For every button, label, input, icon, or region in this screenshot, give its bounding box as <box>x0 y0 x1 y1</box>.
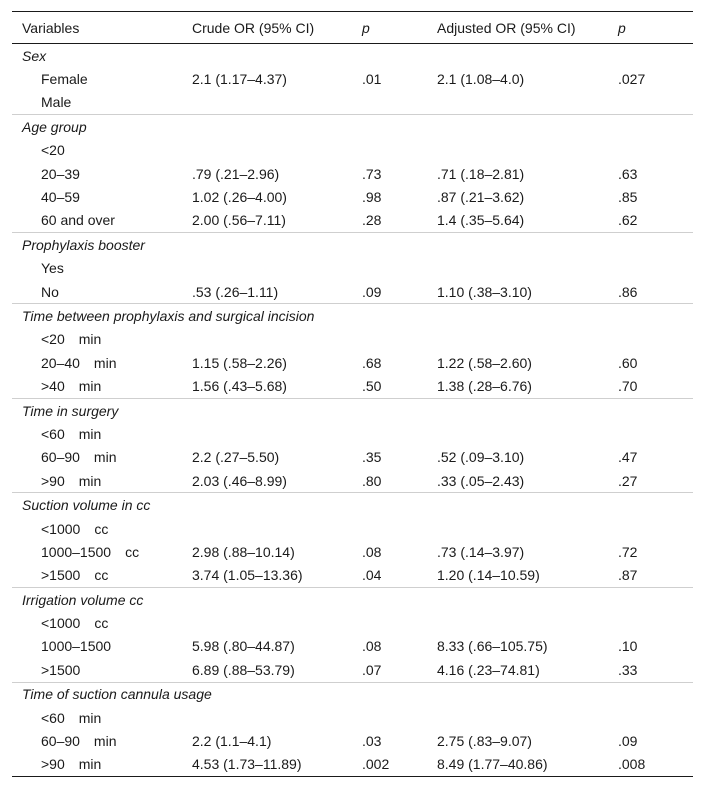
crude-or-cell: 1.02 (.26–4.00) <box>192 189 287 206</box>
group-title: Irrigation volume cc <box>22 591 144 608</box>
table-row <box>12 611 693 634</box>
row-label: 60 and over <box>41 212 115 229</box>
group-header-row <box>12 233 693 257</box>
row-label: Yes <box>41 260 64 277</box>
row-label: <60 min <box>41 709 102 726</box>
row-label: 20–40 min <box>41 354 117 371</box>
adjusted-or-cell: 8.49 (1.77–40.86) <box>437 756 548 773</box>
p-crude-cell: .07 <box>362 661 382 678</box>
p-crude-cell: .35 <box>362 449 382 466</box>
p-adjusted-cell: .47 <box>618 449 638 466</box>
p-adjusted-cell: .09 <box>618 733 638 750</box>
table-header <box>12 12 693 44</box>
p-adjusted-cell <box>618 139 693 162</box>
crude-or-cell: 5.98 (.80–44.87) <box>192 638 295 655</box>
p-adjusted-cell: .72 <box>618 543 638 560</box>
table-row <box>12 139 693 162</box>
adjusted-or-cell: .71 (.18–2.81) <box>437 165 525 182</box>
header-crude-or: Crude OR (95% CI) <box>192 19 315 36</box>
header-variables: Variables <box>22 19 80 36</box>
adjusted-or-cell: 2.1 (1.08–4.0) <box>437 71 525 88</box>
group-header-row <box>12 44 693 68</box>
row-label: >40 min <box>41 378 102 395</box>
p-crude-cell <box>362 257 437 280</box>
row-label: 40–59 <box>41 189 80 206</box>
group-title: Age group <box>22 118 87 135</box>
crude-or-cell: 4.53 (1.73–11.89) <box>192 756 302 773</box>
p-crude-cell <box>362 517 437 540</box>
crude-or-cell: .53 (.26–1.11) <box>192 283 279 300</box>
p-adjusted-cell: .027 <box>618 71 646 88</box>
group-header-row <box>12 682 693 706</box>
crude-or-cell: 2.1 (1.17–4.37) <box>192 71 287 88</box>
adjusted-or-cell: 2.75 (.83–9.07) <box>437 733 532 750</box>
crude-or-cell: 1.56 (.43–5.68) <box>192 378 287 395</box>
group-title: Suction volume in cc <box>22 497 151 514</box>
table-row <box>12 351 693 374</box>
header-p-crude: p <box>362 19 370 36</box>
p-crude-cell: .08 <box>362 543 382 560</box>
table-row <box>12 564 693 588</box>
p-crude-cell <box>362 91 437 115</box>
p-adjusted-cell: .33 <box>618 661 638 678</box>
row-label: <1000 cc <box>41 520 109 537</box>
adjusted-or-cell <box>437 422 618 445</box>
table-row <box>12 658 693 682</box>
table-row <box>12 635 693 658</box>
group-header-row <box>12 304 693 328</box>
row-label: 60–90 min <box>41 449 117 466</box>
row-label: 20–39 <box>41 165 80 182</box>
row-label: <20 min <box>41 331 102 348</box>
p-crude-cell: .01 <box>362 71 382 88</box>
crude-or-cell <box>192 139 362 162</box>
crude-or-cell <box>192 422 362 445</box>
odds-ratio-table <box>12 11 693 777</box>
p-crude-cell <box>362 139 437 162</box>
adjusted-or-cell: .33 (.05–2.43) <box>437 472 525 489</box>
table-row <box>12 540 693 563</box>
header-p-adjusted: p <box>618 19 626 36</box>
table-body <box>12 44 693 777</box>
row-label: 1000–1500 <box>41 638 112 655</box>
adjusted-or-cell: 1.20 (.14–10.59) <box>437 567 540 584</box>
adjusted-or-cell <box>437 706 618 729</box>
row-label: Female <box>41 71 88 88</box>
table-row <box>12 185 693 208</box>
p-adjusted-cell: .60 <box>618 354 638 371</box>
table-row <box>12 162 693 185</box>
p-adjusted-cell <box>618 328 693 351</box>
row-label: Male <box>41 94 72 111</box>
group-header-row <box>12 493 693 517</box>
crude-or-cell: 6.89 (.88–53.79) <box>192 661 295 678</box>
crude-or-cell <box>192 611 362 634</box>
row-label: 60–90 min <box>41 733 117 750</box>
row-label: <60 min <box>41 425 102 442</box>
adjusted-or-cell: 1.38 (.28–6.76) <box>437 378 532 395</box>
table-row <box>12 209 693 233</box>
p-crude-cell: .28 <box>362 212 382 229</box>
adjusted-or-cell: 4.16 (.23–74.81) <box>437 661 540 678</box>
p-crude-cell <box>362 611 437 634</box>
adjusted-or-cell: 8.33 (.66–105.75) <box>437 638 548 655</box>
table-row <box>12 517 693 540</box>
group-title: Time in surgery <box>22 402 119 419</box>
p-crude-cell: .98 <box>362 189 382 206</box>
row-label: <20 <box>41 142 65 159</box>
p-crude-cell: .68 <box>362 354 382 371</box>
p-adjusted-cell <box>618 422 693 445</box>
p-adjusted-cell: .10 <box>618 638 638 655</box>
table-row <box>12 374 693 398</box>
row-label: >90 min <box>41 756 102 773</box>
crude-or-cell: 2.98 (.88–10.14) <box>192 543 295 560</box>
crude-or-cell <box>192 706 362 729</box>
table-row <box>12 446 693 469</box>
group-header-row <box>12 398 693 422</box>
p-adjusted-cell <box>618 91 693 115</box>
group-header-row <box>12 115 693 139</box>
group-title: Sex <box>22 47 47 64</box>
table-row <box>12 280 693 304</box>
crude-or-cell <box>192 328 362 351</box>
adjusted-or-cell: 1.4 (.35–5.64) <box>437 212 525 229</box>
p-crude-cell <box>362 706 437 729</box>
group-title: Time between prophylaxis and surgical incision <box>22 307 315 324</box>
p-adjusted-cell: .008 <box>618 756 646 773</box>
p-adjusted-cell: .87 <box>618 567 638 584</box>
group-title: Time of suction cannula usage <box>22 686 212 703</box>
row-label: 1000–1500 cc <box>41 543 140 560</box>
table-row <box>12 91 693 115</box>
crude-or-cell: 3.74 (1.05–13.36) <box>192 567 303 584</box>
table-row <box>12 257 693 280</box>
crude-or-cell: 2.00 (.56–7.11) <box>192 212 286 229</box>
row-label: No <box>41 283 59 300</box>
p-crude-cell: .002 <box>362 756 390 773</box>
p-adjusted-cell: .86 <box>618 283 638 300</box>
group-header-row <box>12 587 693 611</box>
p-adjusted-cell <box>618 257 693 280</box>
table-row <box>12 328 693 351</box>
p-crude-cell: .50 <box>362 378 382 395</box>
adjusted-or-cell <box>437 257 618 280</box>
table-row <box>12 753 693 777</box>
crude-or-cell: 2.03 (.46–8.99) <box>192 472 287 489</box>
adjusted-or-cell: 1.10 (.38–3.10) <box>437 283 532 300</box>
crude-or-cell: 2.2 (.27–5.50) <box>192 449 280 466</box>
adjusted-or-cell: 1.22 (.58–2.60) <box>437 354 532 371</box>
row-label: >1500 <box>41 661 81 678</box>
row-label: >1500 cc <box>41 567 109 584</box>
table-row <box>12 422 693 445</box>
p-adjusted-cell: .27 <box>618 472 638 489</box>
p-adjusted-cell <box>618 517 693 540</box>
header-row <box>12 12 693 44</box>
crude-or-cell: 2.2 (1.1–4.1) <box>192 733 272 750</box>
p-adjusted-cell: .70 <box>618 378 638 395</box>
crude-or-cell: .79 (.21–2.96) <box>192 165 280 182</box>
p-adjusted-cell <box>618 706 693 729</box>
table-row <box>12 729 693 752</box>
p-crude-cell: .80 <box>362 472 382 489</box>
adjusted-or-cell <box>437 611 618 634</box>
crude-or-cell: 1.15 (.58–2.26) <box>192 354 287 371</box>
adjusted-or-cell: .87 (.21–3.62) <box>437 189 525 206</box>
p-crude-cell: .73 <box>362 165 382 182</box>
p-adjusted-cell: .63 <box>618 165 638 182</box>
crude-or-cell <box>192 257 362 280</box>
adjusted-or-cell <box>437 328 618 351</box>
table-row <box>12 706 693 729</box>
row-label: >90 min <box>41 472 102 489</box>
odds-ratio-table-container <box>12 11 693 777</box>
adjusted-or-cell: .52 (.09–3.10) <box>437 449 525 466</box>
p-crude-cell <box>362 422 437 445</box>
crude-or-cell <box>192 91 362 115</box>
group-title: Prophylaxis booster <box>22 236 145 253</box>
table-row <box>12 67 693 90</box>
p-adjusted-cell: .85 <box>618 189 638 206</box>
adjusted-or-cell <box>437 91 618 115</box>
p-adjusted-cell: .62 <box>618 212 638 229</box>
adjusted-or-cell: .73 (.14–3.97) <box>437 543 525 560</box>
p-adjusted-cell <box>618 611 693 634</box>
row-label: <1000 cc <box>41 615 109 632</box>
p-crude-cell: .08 <box>362 638 382 655</box>
adjusted-or-cell <box>437 517 618 540</box>
table-row <box>12 469 693 493</box>
p-crude-cell: .04 <box>362 567 382 584</box>
crude-or-cell <box>192 517 362 540</box>
p-crude-cell: .03 <box>362 733 382 750</box>
p-crude-cell: .09 <box>362 283 382 300</box>
adjusted-or-cell <box>437 139 618 162</box>
header-adjusted-or: Adjusted OR (95% CI) <box>437 19 576 36</box>
p-crude-cell <box>362 328 437 351</box>
